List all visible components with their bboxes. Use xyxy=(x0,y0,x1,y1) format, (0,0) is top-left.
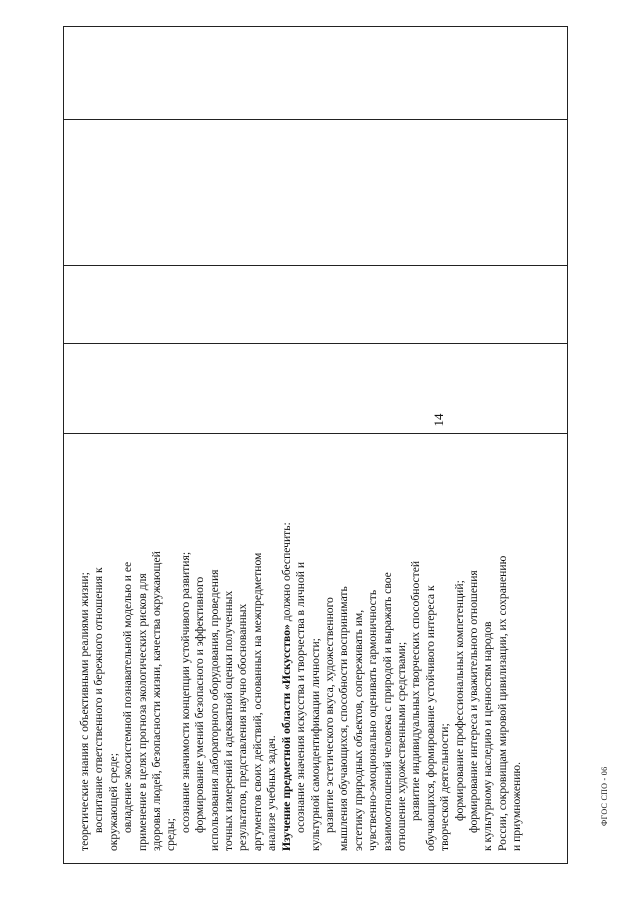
text-line: использования лабораторного оборудования, проведения xyxy=(207,569,221,851)
text-line: эстетику природных объектов, сопереживать им, xyxy=(351,609,365,851)
empty-table-cell xyxy=(64,27,567,119)
section-heading-continuation: должно обеспечить: xyxy=(279,522,293,622)
text-line: России, сокровищам мировой цивилизации, их сохранению xyxy=(495,555,509,851)
text-line: развитие индивидуальных творческих способностей xyxy=(409,560,423,821)
table-cell-text xyxy=(64,433,567,863)
text-line: развитие эстетического вкуса, художественного xyxy=(322,597,336,833)
text-line: обучающихся, формирование устойчивого интереса к xyxy=(423,585,437,851)
text-line: овладение экосистемной познавательной моделью и ее xyxy=(121,561,135,833)
text-line: осознание значения искусства и творчества в личной и xyxy=(294,561,308,833)
text-line: здоровья людей, безопасности жизни, качества окружающей xyxy=(150,551,164,851)
text-line: к культурному наследию и ценностям народов xyxy=(481,621,495,851)
text-line: формирование интереса и уважительного отношения xyxy=(466,570,480,833)
text-line: формирование умений безопасного и эффективного xyxy=(193,576,207,833)
text-line: взаимоотношений человека с природой и выражать свое xyxy=(380,572,394,851)
text-line xyxy=(280,442,294,851)
text-line: среды; xyxy=(164,818,178,851)
empty-table-cell xyxy=(64,343,567,433)
text-line: мышления обучающихся, способности воспринимать xyxy=(337,586,351,851)
text-line: точных измерений и адекватной оценки полученных xyxy=(222,590,236,851)
text-line: анализе учебных задач. xyxy=(265,735,279,851)
text-line: аргументов своих действий, основанных на межпредметном xyxy=(250,552,264,851)
footer-code: ФГОС СПО - 06 xyxy=(600,766,609,826)
text-line: отношение художественными средствами; xyxy=(394,641,408,851)
page-number: 14 xyxy=(431,413,446,427)
empty-table-cell xyxy=(64,119,567,265)
empty-table-cell xyxy=(64,265,567,343)
content-table xyxy=(63,26,568,864)
text-line: чувственно-эмоционально оценивать гармоничность xyxy=(366,589,380,851)
text-line: культурной самоидентификации личности; xyxy=(308,638,322,851)
text-line: и приумножению. xyxy=(510,762,524,851)
text-line: творческой деятельности; xyxy=(438,723,452,851)
rotated-page-content xyxy=(63,26,568,864)
text-line: теоретические знания с объективными реалиями жизни; xyxy=(78,572,91,851)
text-line: осознание значимости концепции устойчивого развития; xyxy=(178,551,192,833)
text-line: применение в целях прогноза экологических рисков для xyxy=(135,573,149,851)
text-line: результатов, представления научно обоснованных xyxy=(236,603,250,851)
empty-columns xyxy=(64,27,567,433)
text-line: воспитание ответственного и бережного отношения к xyxy=(92,567,106,833)
section-heading: Изучение предметной области «Искусство» xyxy=(279,624,293,851)
text-line: окружающей среде; xyxy=(106,753,120,851)
text-line: формирование профессиональных компетенций; xyxy=(452,580,466,821)
